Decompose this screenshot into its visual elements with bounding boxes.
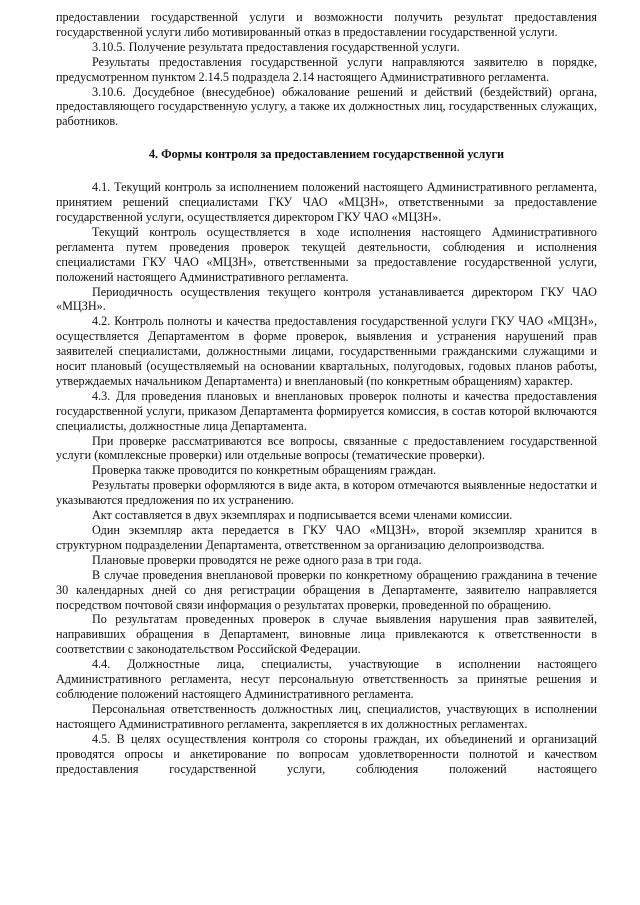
paragraph-3-10-6: 3.10.6. Досудебное (внесудебное) обжалование решений и действий (бездействий) органа, предоставляющего государственную услугу, а также их должностных лиц, государственных служащих, работников. xyxy=(56,84,597,129)
paragraph-4-5: 4.5. В целях осуществления контроля со стороны граждан, их объединений и организаций проводятся опросы и анкетирование по вопросам удовлетворенности полнотой и качеством предоставления государственной услуги, соблюдения положений настоящего xyxy=(56,731,597,776)
paragraph-results-direction: Результаты предоставления государственной услуги направляются заявителю в порядке, предусмотренном пунктом 2.14.5 подраздела 2.14 настоящего Административного регламента. xyxy=(56,54,597,84)
paragraph-check-questions: При проверке рассматриваются все вопросы, связанные с предоставлением государственной услуги (комплексные проверки) или отдельные вопросы (тематические проверки). xyxy=(56,433,597,463)
paragraph-4-2: 4.2. Контроль полноты и качества предоставления государственной услуги ГКУ ЧАО «МЦЗН», осуществляется Департаментом в форме проверок, выявления и устранения нарушений прав заявителей специалистами, должностными лицами, государственными гражданскими служащими и носит плановый (осуществляемый на основании квартальных, полугодовых, годовых планов работы, утверждаемых начальником Департамента) и внеплановый (по конкретным обращениям) характер. xyxy=(56,314,597,388)
paragraph-unplanned-check: В случае проведения внеплановой проверки по конкретному обращению гражданина в течение 30 календарных дней со дня регистрации обращения в Департаменте, заявителю направляется посредством почтовой связи информация о результатах проверки, проведенной по обращению. xyxy=(56,567,597,612)
paragraph-4-3: 4.3. Для проведения плановых и внеплановых проверок полноты и качества предоставления государственной услуги, приказом Департамента формируется комиссия, в состав которой включаются специалисты, должностные лица Департамента. xyxy=(56,388,597,433)
paragraph-3-10-5: 3.10.5. Получение результата предоставления государственной услуги. xyxy=(92,39,460,54)
section-heading: 4. Формы контроля за предоставлением государственной услуги xyxy=(148,147,505,162)
paragraph-act-copies: Акт составляется в двух экземплярах и подписывается всеми членами комиссии. xyxy=(92,508,513,523)
paragraph-current-control: Текущий контроль осуществляется в ходе исполнения настоящего Административного регламента путем проведения проверок текущей деятельности, соблюдения и исполнения специалистами ГКУ ЧАО «МЦЗН», ответственными за предоставление государственной услуги, положений настоящего Административного регламента. xyxy=(56,224,597,284)
paragraph-check-results: Результаты проверки оформляются в виде акта, в котором отмечаются выявленные недостатки и указываются предложения по их устранению. xyxy=(56,478,597,508)
paragraph-planned-frequency: Плановые проверки проводятся не реже одного раза в три года. xyxy=(92,552,422,567)
paragraph-check-appeals: Проверка также проводится по конкретным обращениям граждан. xyxy=(92,463,437,478)
paragraph-personal-responsibility: Персональная ответственность должностных лиц, специалистов, участвующих в исполнении настоящего Административного регламента, закрепляется в их должностных регламентах. xyxy=(56,701,597,731)
paragraph-continuation: предоставлении государственной услуги и возможности получить результат предоставления государственной услуги либо мотивированный отказ в предоставлении государственной услуги. xyxy=(56,10,597,39)
paragraph-4-4: 4.4. Должностные лица, специалисты, участвующие в исполнении настоящего Административного регламента, несут персональную ответственность за принятые решения и соблюдение положений настоящего Административного регламента. xyxy=(56,657,597,701)
paragraph-act-transfer: Один экземпляр акта передается в ГКУ ЧАО «МЦЗН», второй экземпляр хранится в структурном подразделении Департамента, ответственном за организацию делопроизводства. xyxy=(56,523,597,552)
paragraph-4-1: 4.1. Текущий контроль за исполнением положений настоящего Административного регламента, принятием решений специалистами ГКУ ЧАО «МЦЗН», ответственными за предоставление государственной услуги, осуществляется директором ГКУ ЧАО «МЦЗН». xyxy=(56,180,597,224)
paragraph-periodicity: Периодичность осуществления текущего контроля устанавливается директором ГКУ ЧАО «МЦЗН». xyxy=(56,284,597,314)
paragraph-responsibility: По результатам проведенных проверок в случае выявления нарушения прав заявителей, направивших обращения в Департамент, виновные лица привлекаются к ответственности в соответствии с законодательством Российской Федерации. xyxy=(56,612,597,657)
